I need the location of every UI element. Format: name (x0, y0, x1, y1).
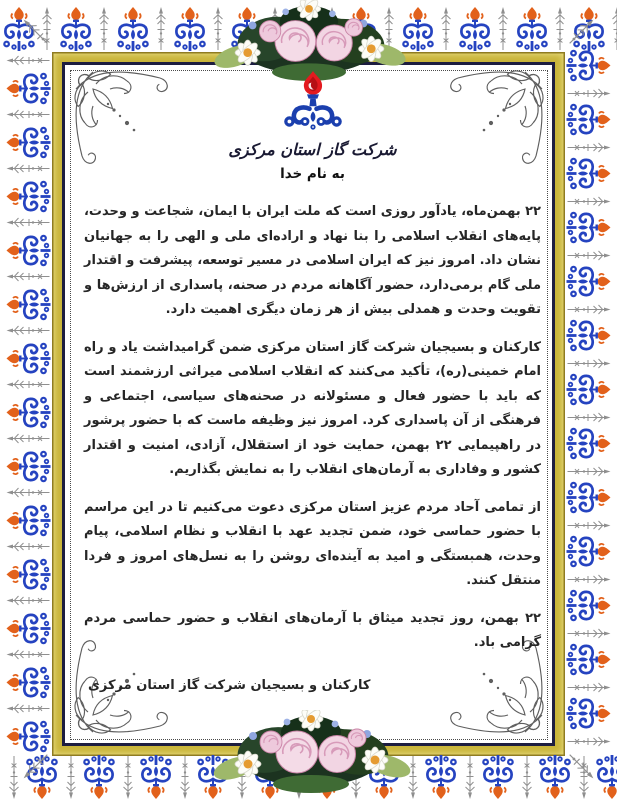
border-motif-bottom (59, 754, 116, 800)
corner-dagger-top-right (556, 7, 607, 58)
border-motif-top (2, 6, 59, 52)
border-motif-top (572, 6, 617, 52)
border-motif-left (6, 589, 52, 646)
border-motif-bottom (116, 754, 173, 800)
border-motif-right (566, 157, 612, 214)
border-motif-top (116, 6, 173, 52)
signature-line: کارکنان و بسیجیان شرکت گاز استان مرکزی (88, 677, 371, 693)
border-motif-left (6, 643, 52, 700)
paragraph-2: کارکنان و بسیجیان شرکت گاز استان مرکزی ضمن گرامیداشت یاد و راه امام خمینی(ره)، تأکید می‌کنند که انقلاب اسلامی میراثی ارزشمند است که باید با حضور فعال و مسئولانه در صحنه‌های سیاسی، اجتماعی و فرهنگی از آن پاسداری کرد. امروز نیز وظیفه ماست که با حضور پرشور در راهپیمایی ۲۲ بهمن، حمایت خود از استقلال، آزادی، امنیت و اقتدار کشور و وفاداری به آرمان‌های انقلاب را به نمایش بگذاریم. (84, 339, 541, 477)
company-name-calligraphy: شرکت گاز استان مرکزی (228, 140, 397, 159)
corner-dagger-top-left (11, 7, 62, 58)
border-motif-left (6, 373, 52, 430)
border-motif-left (6, 211, 52, 268)
border-motif-left (6, 157, 52, 214)
border-motif-left (6, 49, 52, 106)
border-motif-left (6, 481, 52, 538)
border-motif-top (458, 6, 515, 52)
border-motif-left (6, 103, 52, 160)
border-motif-right (566, 211, 612, 268)
border-motif-right (566, 697, 612, 754)
border-motif-right (566, 481, 612, 538)
border-motif-right (566, 373, 612, 430)
bismillah-heading: به نام خدا (280, 166, 345, 182)
border-motif-right (566, 589, 612, 646)
border-motif-right (566, 265, 612, 322)
border-motif-right (566, 103, 612, 160)
border-motif-left (6, 319, 52, 376)
border-motif-bottom (2, 754, 59, 800)
paragraph-3: از تمامی آحاد مردم عزیز استان مرکزی دعوت می‌کنیم تا در این مراسم با حضور حماسی خود، ضمن تجدید عهد با انقلاب و نظام اسلامی، پیام وحدت، همبستگی و امید به آینده‌ای روشن را به نسل‌های امروز و فردا منتقل کنند. (84, 499, 541, 588)
paragraph-1: ۲۲ بهمن‌ماه، یادآور روزی است که ملت ایران با ایمان، شجاعت و وحدت، پایه‌های انقلاب اسلامی را بنا نهاد و اراده‌ای ملی و الهی را به جهانیان نشان داد. امروز نیز که ایران اسلامی در مسیر توسعه، پیشرفت و اقتدار ملی گام برمی‌دارد، حضور آگاهانه مردم در صحنه، پاسداری از ارزش‌ها و تقویت وحدت و همدلی بیش از هر زمان دیگری اهمیت دارد. (83, 204, 541, 317)
letter-content (84, 66, 541, 693)
border-motif-right (566, 319, 612, 376)
rose-bouquet-bottom-icon (200, 710, 422, 794)
border-motif-right (566, 49, 612, 106)
border-motif-bottom (572, 754, 617, 800)
border-motif-right (566, 535, 612, 592)
border-motif-left (6, 427, 52, 484)
border-motif-left (6, 265, 52, 322)
nigc-flame-torch-logo-icon (281, 70, 345, 132)
border-motif-top (515, 6, 572, 52)
border-motif-right (566, 643, 612, 700)
border-motif-left (6, 697, 52, 754)
border-motif-right (566, 427, 612, 484)
border-motif-left (6, 535, 52, 592)
border-motif-bottom (458, 754, 515, 800)
letter-paragraphs (84, 200, 541, 656)
paragraph-4: ۲۲ بهمن، روز تجدید میثاق با آرمان‌های انقلاب و حضور حماسی مردم گرامی باد. (84, 610, 541, 650)
logo-row (84, 70, 541, 136)
border-motif-bottom (515, 754, 572, 800)
border-motif-top (59, 6, 116, 52)
